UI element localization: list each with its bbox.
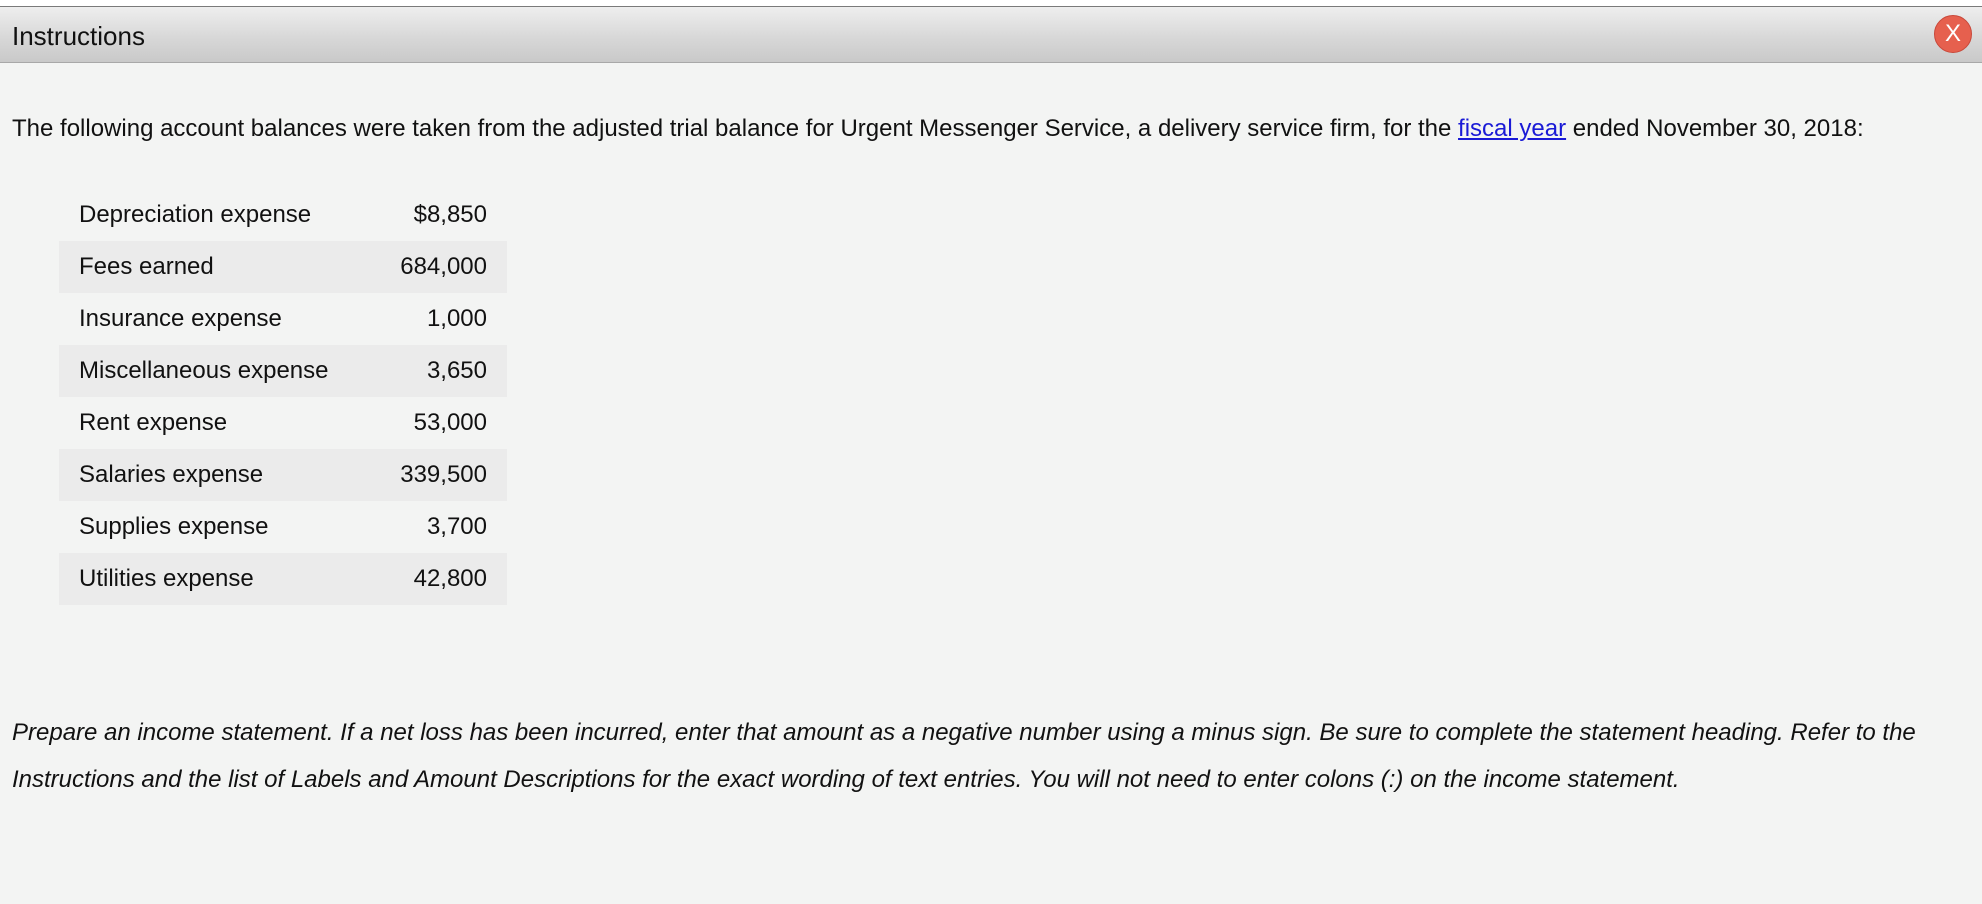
- table-row: [59, 397, 507, 449]
- intro-text-after: ended November 30, 2018:: [1566, 115, 1864, 142]
- account-name: Insurance expense: [79, 305, 282, 332]
- account-name: Miscellaneous expense: [79, 357, 329, 384]
- directions-paragraph: Prepare an income statement. If a net loss has been incurred, enter that amount as a negative number using a minus sign. Be sure to complete the statement heading. Refer to the Instructions and the list of Labels and Amount Descriptions for the exact wording of text entries. You will not need to enter colons (:) on the income statement.: [12, 719, 1916, 793]
- account-amount: 1,000: [426, 305, 487, 332]
- table-row: [59, 241, 507, 293]
- table-row: [59, 345, 507, 397]
- account-amount: 339,500: [400, 461, 487, 488]
- account-name: Fees earned: [79, 253, 214, 280]
- account-amount: 684,000: [400, 253, 487, 280]
- table-row: [59, 553, 507, 605]
- account-name: Salaries expense: [79, 461, 264, 488]
- account-amount: $8,850: [413, 201, 487, 228]
- account-amount: 53,000: [413, 409, 487, 436]
- account-name: Depreciation expense: [79, 201, 312, 228]
- account-name: Supplies expense: [79, 513, 269, 540]
- fiscal-year-link[interactable]: fiscal year: [1458, 115, 1567, 142]
- table-row: [59, 501, 507, 553]
- account-name: Rent expense: [79, 409, 228, 436]
- table-row: [59, 189, 507, 241]
- dialog-title: Instructions: [12, 21, 145, 51]
- instructions-dialog: [0, 6, 1982, 904]
- intro-text-before: The following account balances were taken from the adjusted trial balance for Urgent Messenger Service, a delivery service firm, for the: [12, 115, 1459, 142]
- close-button[interactable]: [1934, 15, 1972, 53]
- account-amount: 3,700: [426, 513, 487, 540]
- dialog-titlebar: [0, 7, 1982, 63]
- close-icon: X: [1944, 20, 1961, 47]
- account-name: Utilities expense: [79, 565, 254, 592]
- account-amount: 3,650: [426, 357, 487, 384]
- table-row: [59, 293, 507, 345]
- account-balances-table: [59, 189, 507, 605]
- account-amount: 42,800: [413, 565, 487, 592]
- table-row: [59, 449, 507, 501]
- intro-paragraph: [12, 115, 1864, 144]
